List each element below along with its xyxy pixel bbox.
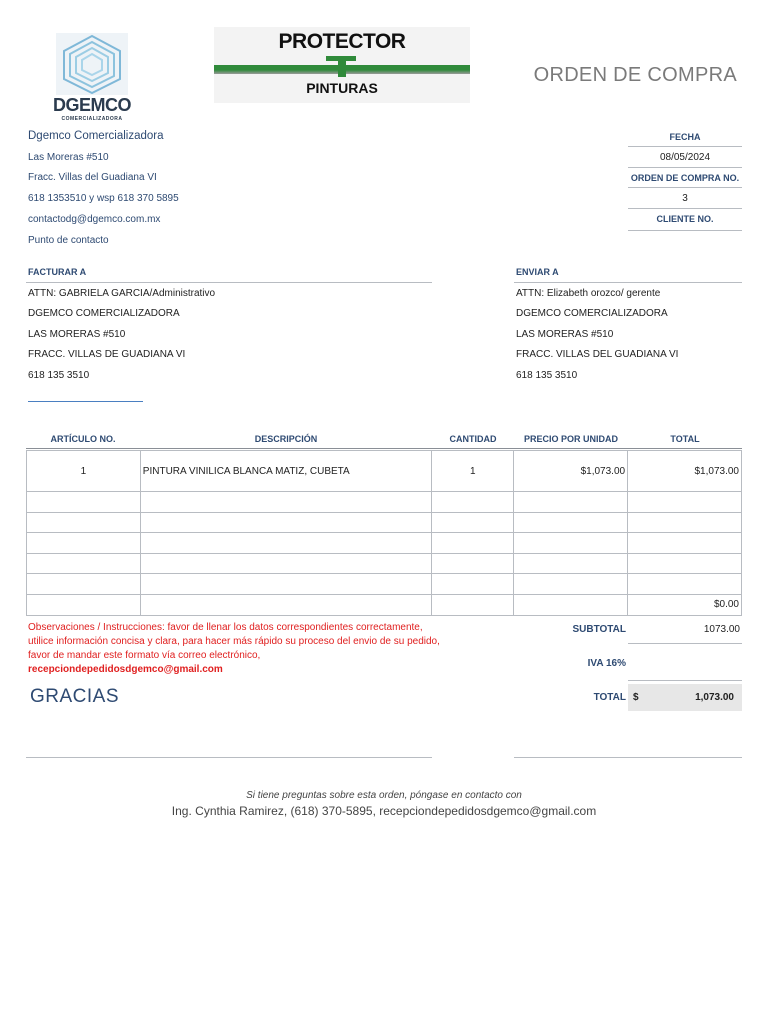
column-header-article: ARTÍCULO NO. [50, 434, 116, 444]
company-neighborhood: Fracc. Villas del Guadiana VI [28, 172, 157, 183]
ship-to-line: DGEMCO COMERCIALIZADORA [516, 308, 668, 319]
protector-logo-text: PROTECTOR [278, 30, 406, 53]
company-name: Dgemco Comercializadora [28, 130, 164, 142]
subtotal-value: 1073.00 [703, 624, 740, 635]
ship-to-line: FRACC. VILLAS DEL GUADIANA VI [516, 349, 679, 360]
ship-to-line: 618 135 3510 [516, 370, 578, 381]
table-header-rule [26, 448, 742, 449]
notes-line: favor de mandar este formato vía correo electrónico, [28, 650, 261, 661]
cell-total [628, 574, 742, 595]
cell-unit-price: $1,073.00 [514, 451, 628, 492]
iva-label: IVA 16% [587, 658, 626, 669]
items-table [26, 450, 742, 616]
cell-unit-price [514, 594, 628, 615]
cell-total [628, 533, 742, 554]
cell-total: $1,073.00 [628, 451, 742, 492]
cell-quantity: 1 [432, 451, 514, 492]
dgemco-hexagon-icon [56, 33, 128, 95]
fecha-value: 08/05/2024 [659, 152, 711, 163]
total-value: 1,073.00 [695, 692, 734, 703]
protector-cross-icon [338, 61, 346, 77]
bill-to-line: LAS MORERAS #510 [28, 329, 126, 340]
meta-rule [628, 167, 742, 168]
table-row [27, 533, 742, 554]
footer-contact: Ing. Cynthia Ramirez, (618) 370-5895, recepciondepedidosdgemco@gmail.com [171, 804, 597, 818]
bill-to-line: DGEMCO COMERCIALIZADORA [28, 308, 180, 319]
cell-quantity [432, 574, 514, 595]
dgemco-logo [52, 33, 132, 125]
cell-description [140, 492, 432, 513]
cell-unit-price [514, 574, 628, 595]
ship-to-label: ENVIAR A [516, 267, 559, 277]
column-header-description: DESCRIPCIÓN [254, 434, 318, 444]
cell-quantity [432, 492, 514, 513]
bill-to-line: 618 135 3510 [28, 370, 90, 381]
cell-description [140, 574, 432, 595]
notes-line: utilice información concisa y clara, para hacer más rápido su proceso del envio de su pedido, [28, 636, 440, 647]
table-row [27, 553, 742, 574]
company-contact: Punto de contacto [28, 235, 109, 246]
cell-quantity [432, 553, 514, 574]
cell-description [140, 533, 432, 554]
cell-total: $0.00 [628, 594, 742, 615]
bill-to-rule [26, 282, 432, 283]
cell-unit-price [514, 553, 628, 574]
table-row [27, 492, 742, 513]
company-address: Las Moreras #510 [28, 152, 109, 163]
client-number-label: CLIENTE NO. [656, 214, 714, 224]
items-table-body [27, 451, 742, 616]
column-header-total: TOTAL [670, 434, 700, 444]
ship-to-line: ATTN: Elizabeth orozco/ gerente [516, 288, 661, 299]
column-header-unit-price: PRECIO POR UNIDAD [523, 434, 618, 444]
table-row [27, 574, 742, 595]
document-title: ORDEN DE COMPRA [533, 64, 737, 86]
protector-logo-subtext: PINTURAS [306, 80, 378, 96]
cell-unit-price [514, 512, 628, 533]
ship-to-rule [514, 282, 742, 283]
cell-article [27, 574, 141, 595]
subtotal-label: SUBTOTAL [572, 624, 626, 635]
totals-rule [628, 643, 742, 644]
meta-rule [628, 230, 742, 231]
cell-quantity [432, 512, 514, 533]
bill-to-underline [28, 401, 143, 402]
order-number-value: 3 [682, 193, 688, 204]
dgemco-logo-subtext: COMERCIALIZADORA [61, 116, 123, 122]
cell-article: 1 [27, 451, 141, 492]
cell-article [27, 492, 141, 513]
protector-logo [214, 27, 470, 103]
meta-rule [628, 187, 742, 188]
dgemco-logo-text: DGEMCO [53, 95, 131, 115]
cell-quantity [432, 594, 514, 615]
meta-rule [628, 146, 742, 147]
bill-to-line: ATTN: GABRIELA GARCIA/Administrativo [28, 288, 216, 299]
cell-article [27, 553, 141, 574]
cell-total [628, 492, 742, 513]
cell-article [27, 533, 141, 554]
ship-to-line: LAS MORERAS #510 [516, 329, 614, 340]
cell-description: PINTURA VINILICA BLANCA MATIZ, CUBETA [140, 451, 432, 492]
cell-description [140, 512, 432, 533]
signature-line-right [514, 757, 742, 758]
cell-unit-price [514, 533, 628, 554]
meta-rule [628, 208, 742, 209]
bill-to-label: FACTURAR A [28, 267, 87, 277]
notes-email: recepciondepedidosdgemco@gmail.com [28, 664, 223, 675]
bill-to-line: FRACC. VILLAS DE GUADIANA VI [28, 349, 186, 360]
cell-total [628, 512, 742, 533]
table-row [27, 594, 742, 615]
cell-description [140, 594, 432, 615]
totals-rule [628, 680, 742, 681]
cell-article [27, 512, 141, 533]
footer-question: Si tiene preguntas sobre esta orden, póngase en contacto con [246, 790, 522, 801]
cell-article [27, 594, 141, 615]
thanks-text: GRACIAS [30, 686, 120, 707]
table-row [27, 512, 742, 533]
table-row [27, 451, 742, 492]
cell-total [628, 553, 742, 574]
order-number-label: ORDEN DE COMPRA NO. [630, 173, 740, 183]
signature-line-left [26, 757, 432, 758]
notes-line: Observaciones / Instrucciones: favor de llenar los datos correspondientes correctamente, [28, 622, 423, 633]
cell-unit-price [514, 492, 628, 513]
column-header-quantity: CANTIDAD [449, 434, 497, 444]
company-phones: 618 1353510 y wsp 618 370 5895 [28, 193, 179, 204]
total-currency: $ [633, 692, 639, 703]
cell-description [140, 553, 432, 574]
cell-quantity [432, 533, 514, 554]
fecha-label: FECHA [669, 132, 701, 142]
total-label: TOTAL [593, 692, 626, 703]
company-email: contactodg@dgemco.com.mx [28, 214, 161, 225]
